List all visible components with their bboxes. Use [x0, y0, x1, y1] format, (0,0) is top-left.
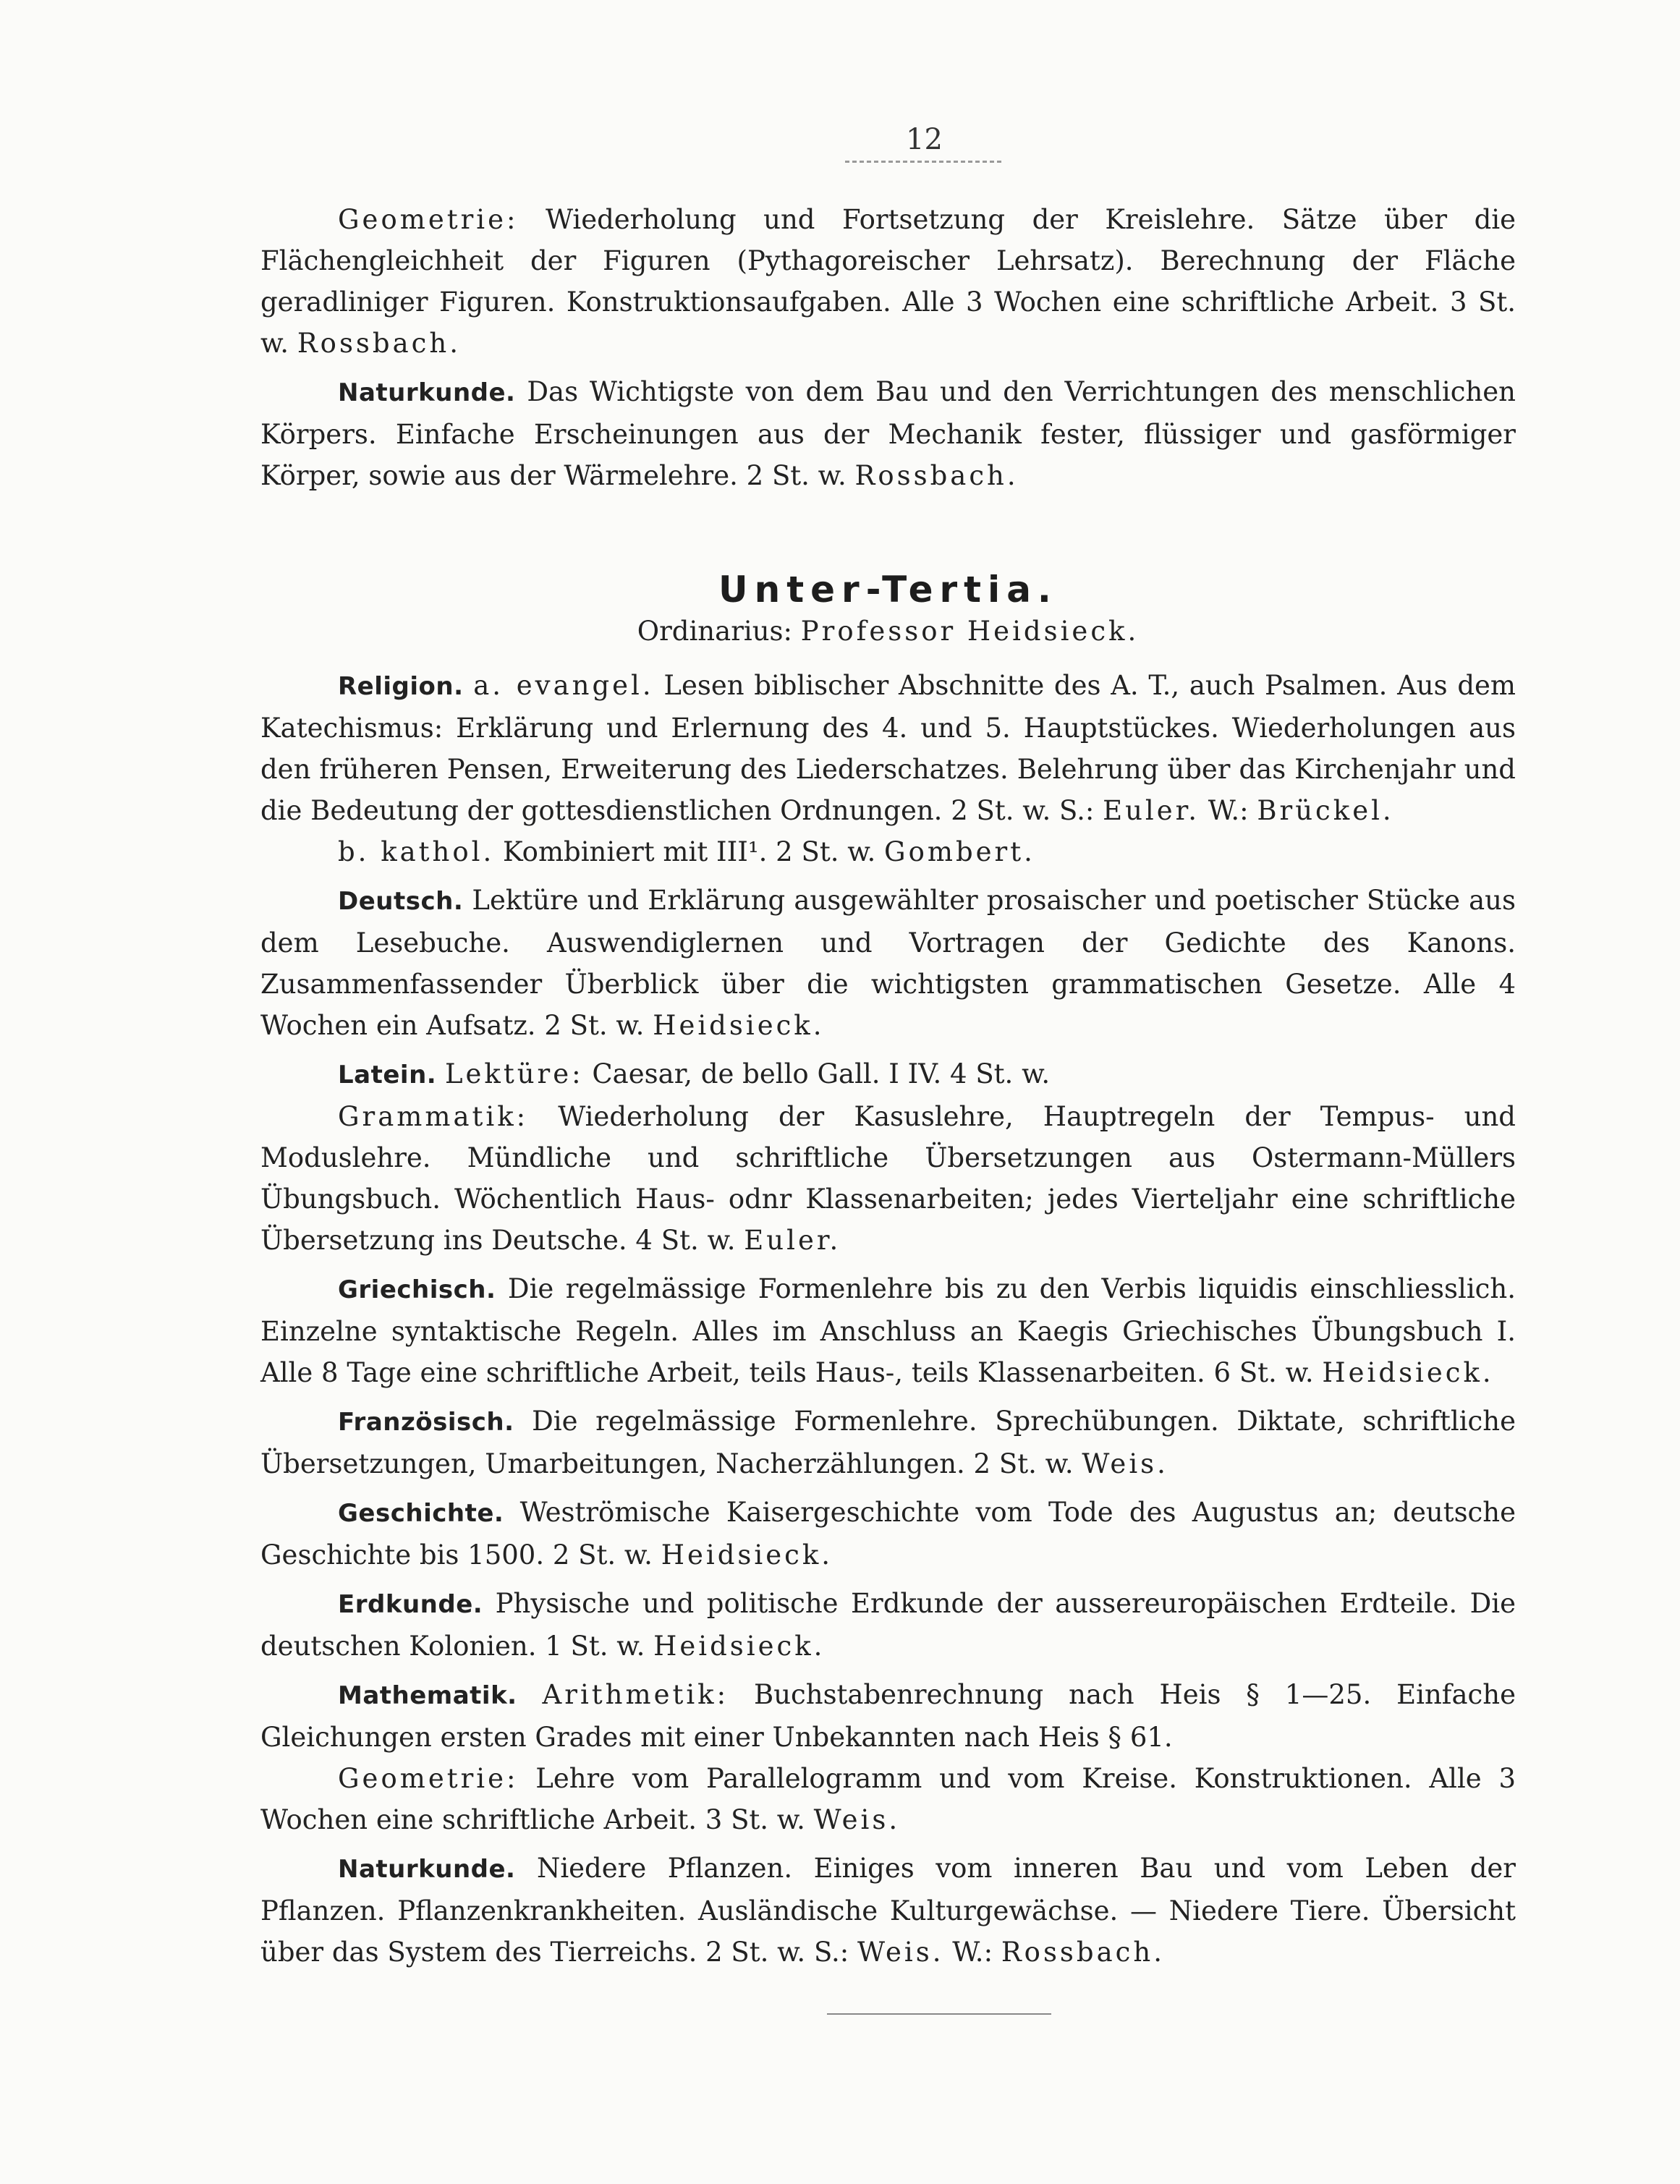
geschichte-text: Weströmische Kaisergeschichte vom Tode des Augustus an; deutsche Geschichte bis 1500. 2 St. w.: [260, 1497, 1516, 1571]
intro-naturkunde-label: Naturkunde.: [338, 378, 516, 407]
naturkunde-label: Naturkunde.: [338, 1855, 516, 1884]
mathematik-arithmetik-label: Arithmetik:: [542, 1679, 729, 1710]
deutsch-paragraph: [260, 880, 1516, 1046]
intro-naturkunde-teacher: Rossbach.: [854, 460, 1019, 491]
latein-lektuere-text: Caesar, de bello Gall. I IV. 4 St. w.: [592, 1058, 1051, 1089]
griechisch-text: Die regelmässige Formenlehre bis zu den Verbis liquidis einschliesslich. Einzelne syntaktische Regeln. Alles im Anschluss an Kaegis Griechisches Übungsbuch I. Alle 8 Tage eine schriftliche Arbeit, teils Haus-, teils Klassenarbeiten. 6 St. w.: [260, 1273, 1516, 1388]
ordinarius-label: Ordinarius:: [637, 616, 792, 647]
mathematik-label: Mathematik.: [338, 1681, 517, 1710]
religion-a-teacher-w: Brückel.: [1257, 795, 1394, 826]
mathematik-teacher: Weis.: [813, 1804, 901, 1835]
geschichte-paragraph: [260, 1492, 1516, 1576]
griechisch-label: Griechisch.: [338, 1275, 496, 1304]
page-number-divider: [845, 161, 1004, 163]
franzoesisch-label: Französisch.: [338, 1408, 514, 1437]
geschichte-teacher: Heidsieck.: [661, 1539, 833, 1571]
latein-grammatik-paragraph: [260, 1096, 1516, 1261]
naturkunde-w-label: W.:: [952, 1937, 993, 1968]
religion-b-label: b. kathol.: [338, 836, 495, 867]
intro-geometrie-teacher: Rossbach.: [297, 328, 461, 359]
religion-a-teacher-s: Euler.: [1103, 795, 1200, 826]
intro-geometrie-paragraph: [260, 199, 1516, 364]
page-number: 12: [906, 123, 943, 156]
latein-grammatik-label: Grammatik:: [338, 1101, 529, 1132]
religion-b-text: Kombiniert mit III¹. 2 St. w.: [503, 836, 876, 867]
mathematik-geometrie-paragraph: [260, 1758, 1516, 1840]
end-divider: [827, 2013, 1051, 2015]
intro-geometrie-label: Geometrie:: [338, 204, 519, 235]
deutsch-teacher: Heidsieck.: [653, 1010, 825, 1041]
intro-geometrie-text: Wiederholung und Fortsetzung der Kreislehre. Sätze über die Flächengleichheit der Figuren (Pythagoreischer Lehrsatz). Berechnung der Fläche geradliniger Figuren. Konstruktionsaufgaben. Alle 3 Wochen eine schriftliche Arbeit. 3 St. w.: [260, 204, 1516, 359]
mathematik-arithmetik-text: Buchstabenrechnung nach Heis § 1—25. Einfache Gleichungen ersten Grades mit einer Unbekannten nach Heis § 61.: [260, 1679, 1516, 1753]
page: [260, 123, 1516, 2015]
naturkunde-paragraph: [260, 1848, 1516, 1973]
mathematik-geometrie-label: Geometrie:: [338, 1763, 519, 1794]
mathematik-geometrie-text: Lehre vom Parallelogramm und vom Kreise. Konstruktionen. Alle 3 Wochen eine schriftliche Arbeit. 3 St. w.: [260, 1763, 1516, 1835]
intro-naturkunde-paragraph: [260, 371, 1516, 496]
latein-grammatik-text: Wiederholung der Kasuslehre, Hauptregeln der Tempus- und Moduslehre. Mündliche und schriftliche Übersetzungen aus Ostermann-Müllers Übungsbuch. Wöchentlich Haus- odnr Klassenarbeiten; jedes Vierteljahr eine schriftliche Übersetzung ins Deutsche. 4 St. w.: [260, 1101, 1516, 1256]
erdkunde-paragraph: [260, 1583, 1516, 1667]
section-title: Unter-Tertia.: [718, 569, 1058, 611]
geschichte-label: Geschichte.: [338, 1499, 504, 1528]
erdkunde-teacher: Heidsieck.: [653, 1631, 826, 1662]
religion-label: Religion.: [338, 672, 464, 701]
deutsch-label: Deutsch.: [338, 887, 464, 916]
erdkunde-label: Erdkunde.: [338, 1590, 483, 1619]
latein-teacher: Euler.: [744, 1225, 841, 1256]
intro-naturkunde-text: Das Wichtigste von dem Bau und den Verrichtungen des menschlichen Körpers. Einfache Erscheinungen aus der Mechanik fester, flüssiger und gasförmiger Körper, sowie aus der Wärmelehre. 2 St. w.: [260, 376, 1516, 491]
franzoesisch-text: Die regelmässige Formenlehre. Sprechübungen. Diktate, schriftliche Übersetzungen, Umarbeitungen, Nacherzählungen. 2 St. w.: [260, 1406, 1516, 1479]
religion-a-text: Lesen biblischer Abschnitte des A. T., auch Psalmen. Aus dem Katechismus: Erklärung und Erlernung des 4. und 5. Hauptstückes. Wiederholungen aus den früheren Pensen, Erweiterung des Liederschatzes. Belehrung über das Kirchenjahr und die Bedeutung der gottesdienstlichen Ordnungen. 2 St. w. S.:: [260, 670, 1516, 826]
religion-paragraph: [260, 665, 1516, 831]
griechisch-paragraph: [260, 1268, 1516, 1393]
latein-lektuere-label: Lektüre:: [444, 1058, 584, 1089]
franzoesisch-paragraph: [260, 1401, 1516, 1484]
naturkunde-text: Niedere Pflanzen. Einiges vom inneren Bau und vom Leben der Pflanzen. Pflanzenkrankheiten. Ausländische Kulturgewächse. — Niedere Tiere. Übersicht über das System des Tierreichs. 2 St. w. S.:: [260, 1853, 1516, 1968]
erdkunde-text: Physische und politische Erdkunde der aussereuropäischen Erdteile. Die deutschen Kolonien. 1 St. w.: [260, 1588, 1516, 1662]
naturkunde-teacher-w: Rossbach.: [1001, 1937, 1165, 1968]
mathematik-paragraph: [260, 1674, 1516, 1758]
religion-b-paragraph: [260, 831, 1516, 872]
religion-a-label: a. evangel.: [473, 670, 654, 701]
ordinarius-line: [260, 611, 1516, 652]
latein-label: Latein.: [338, 1061, 437, 1089]
deutsch-text: Lektüre und Erklärung ausgewählter prosaischer und poetischer Stücke aus dem Lesebuche. Auswendiglernen und Vortragen der Gedichte des Kanons. Zusammenfassender Überblick über die wichtigsten grammatischen Gesetze. Alle 4 Wochen ein Aufsatz. 2 St. w.: [260, 885, 1516, 1041]
naturkunde-teacher-s: Weis.: [857, 1937, 944, 1968]
ordinarius-name: Professor Heidsieck.: [800, 616, 1140, 647]
latein-paragraph: [260, 1053, 1516, 1096]
religion-a-w-label: W.:: [1208, 795, 1249, 826]
religion-b-teacher: Gombert.: [884, 836, 1035, 867]
griechisch-teacher: Heidsieck.: [1322, 1357, 1494, 1388]
franzoesisch-teacher: Weis.: [1082, 1448, 1168, 1479]
